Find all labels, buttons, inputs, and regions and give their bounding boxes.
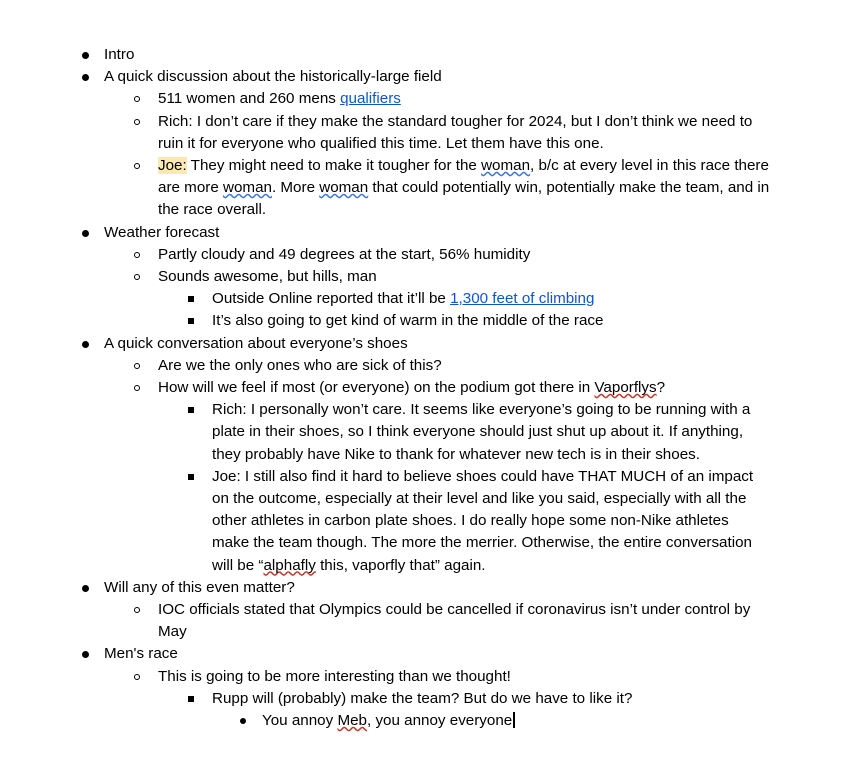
list-item-text: Men's race — [104, 645, 178, 663]
list-item-text — [158, 155, 770, 222]
highlighted-speaker-label: Joe: — [158, 157, 187, 175]
spell-error: Meb — [337, 712, 367, 730]
grammar-error: woman — [319, 179, 369, 197]
list-item[interactable] — [158, 310, 770, 332]
list-item[interactable] — [104, 666, 770, 733]
outline-level-2 — [104, 599, 770, 643]
list-item-text: IOC officials stated that Olympics could be cancelled if coronavirus isn’t under control by May — [158, 601, 751, 641]
list-item[interactable] — [158, 399, 770, 466]
list-item[interactable] — [158, 288, 770, 310]
list-item-text — [158, 88, 770, 110]
spell-error: Vaporflys — [594, 379, 657, 397]
list-item-text-value: You annoy Meb, you annoy everyone — [262, 712, 513, 730]
list-item[interactable] — [72, 643, 770, 732]
list-item[interactable] — [104, 111, 770, 155]
list-item-text — [262, 710, 770, 732]
list-item-text: Joe: I still also find it hard to believe shoes could have THAT MUCH of an impact on the outcome, especially at their level and like you said, especially with all the other athletes in carbon plate shoes. I do really hope some non-Nike athletes make the team though. The more the merrier. Otherwise, the entire conversation will be “alphafly this, vaporfly that” again. — [212, 467, 754, 574]
list-item[interactable] — [212, 710, 770, 732]
list-item-text-rest: They might need to make it tougher for the woman, b/c at every level in this race there are more woman. More woman that could potentially win, potentially make the team, and in the race overall. — [158, 157, 770, 219]
list-item-text: Intro — [104, 46, 135, 63]
list-item-text: Are we the only ones who are sick of this? — [158, 356, 442, 374]
list-item[interactable] — [104, 599, 770, 643]
list-item-text: A quick conversation about everyone’s shoes — [104, 334, 408, 352]
list-item-text: How will we feel if most (or everyone) on the podium got there in Vaporflys? — [158, 379, 666, 397]
list-item-text: Partly cloudy and 49 degrees at the start, 56% humidity — [158, 245, 531, 263]
text-before-link: 511 women and 260 mens — [158, 90, 341, 108]
outline-level-3 — [158, 399, 770, 577]
outline-level-4 — [212, 710, 770, 732]
list-item-text: Will any of this even matter? — [104, 578, 295, 596]
list-item[interactable] — [72, 222, 770, 333]
list-item-text: It’s also going to get kind of warm in the middle of the race — [212, 312, 604, 330]
spell-error: alphafly — [263, 556, 316, 574]
list-item-text: Rich: I personally won’t care. It seems like everyone’s going to be running with a plate in their shoes, so I think everyone should just shut up about it. If anything, they probably have Nike to thank for whatever new tech is in their shoes. — [212, 401, 751, 463]
qualifiers-link[interactable]: qualifiers — [340, 90, 401, 108]
list-item-text: This is going to be more interesting than we thought! — [158, 667, 511, 685]
outline-level-2 — [104, 355, 770, 577]
list-item[interactable] — [72, 577, 770, 644]
list-item-text: Rich: I don’t care if they make the standard tougher for 2024, but I don’t think we need to ruin it for everyone who qualified this time. Let them have this one. — [158, 112, 753, 152]
grammar-error: woman — [223, 179, 272, 197]
list-item[interactable] — [104, 244, 770, 266]
list-item[interactable] — [104, 88, 770, 110]
outline-level-2 — [104, 666, 770, 733]
text-cursor — [513, 712, 515, 728]
outline-level-2 — [104, 88, 770, 221]
list-item[interactable] — [104, 155, 770, 222]
list-item-text: Rupp will (probably) make the team? But do we have to like it? — [212, 689, 633, 707]
list-item[interactable] — [72, 44, 770, 66]
list-item[interactable] — [104, 355, 770, 377]
list-item[interactable] — [158, 688, 770, 732]
list-item-text: Sounds awesome, but hills, man — [158, 268, 377, 286]
list-item-text — [212, 288, 770, 310]
grammar-error: woman — [481, 157, 531, 175]
outline-level-1 — [72, 44, 770, 732]
text-before-link: Outside Online reported that it’ll be — [212, 290, 451, 308]
outline-level-3 — [158, 288, 770, 332]
climbing-link[interactable]: 1,300 feet of climbing — [450, 290, 595, 308]
list-item[interactable] — [72, 333, 770, 577]
list-item-text: A quick discussion about the historically-large field — [104, 68, 442, 86]
list-item-text: Weather forecast — [104, 223, 220, 241]
list-item[interactable] — [72, 66, 770, 221]
list-item[interactable] — [104, 377, 770, 577]
list-item[interactable] — [158, 466, 770, 577]
list-item[interactable] — [104, 266, 770, 333]
outline-level-2 — [104, 244, 770, 333]
outline-level-3 — [158, 688, 770, 732]
